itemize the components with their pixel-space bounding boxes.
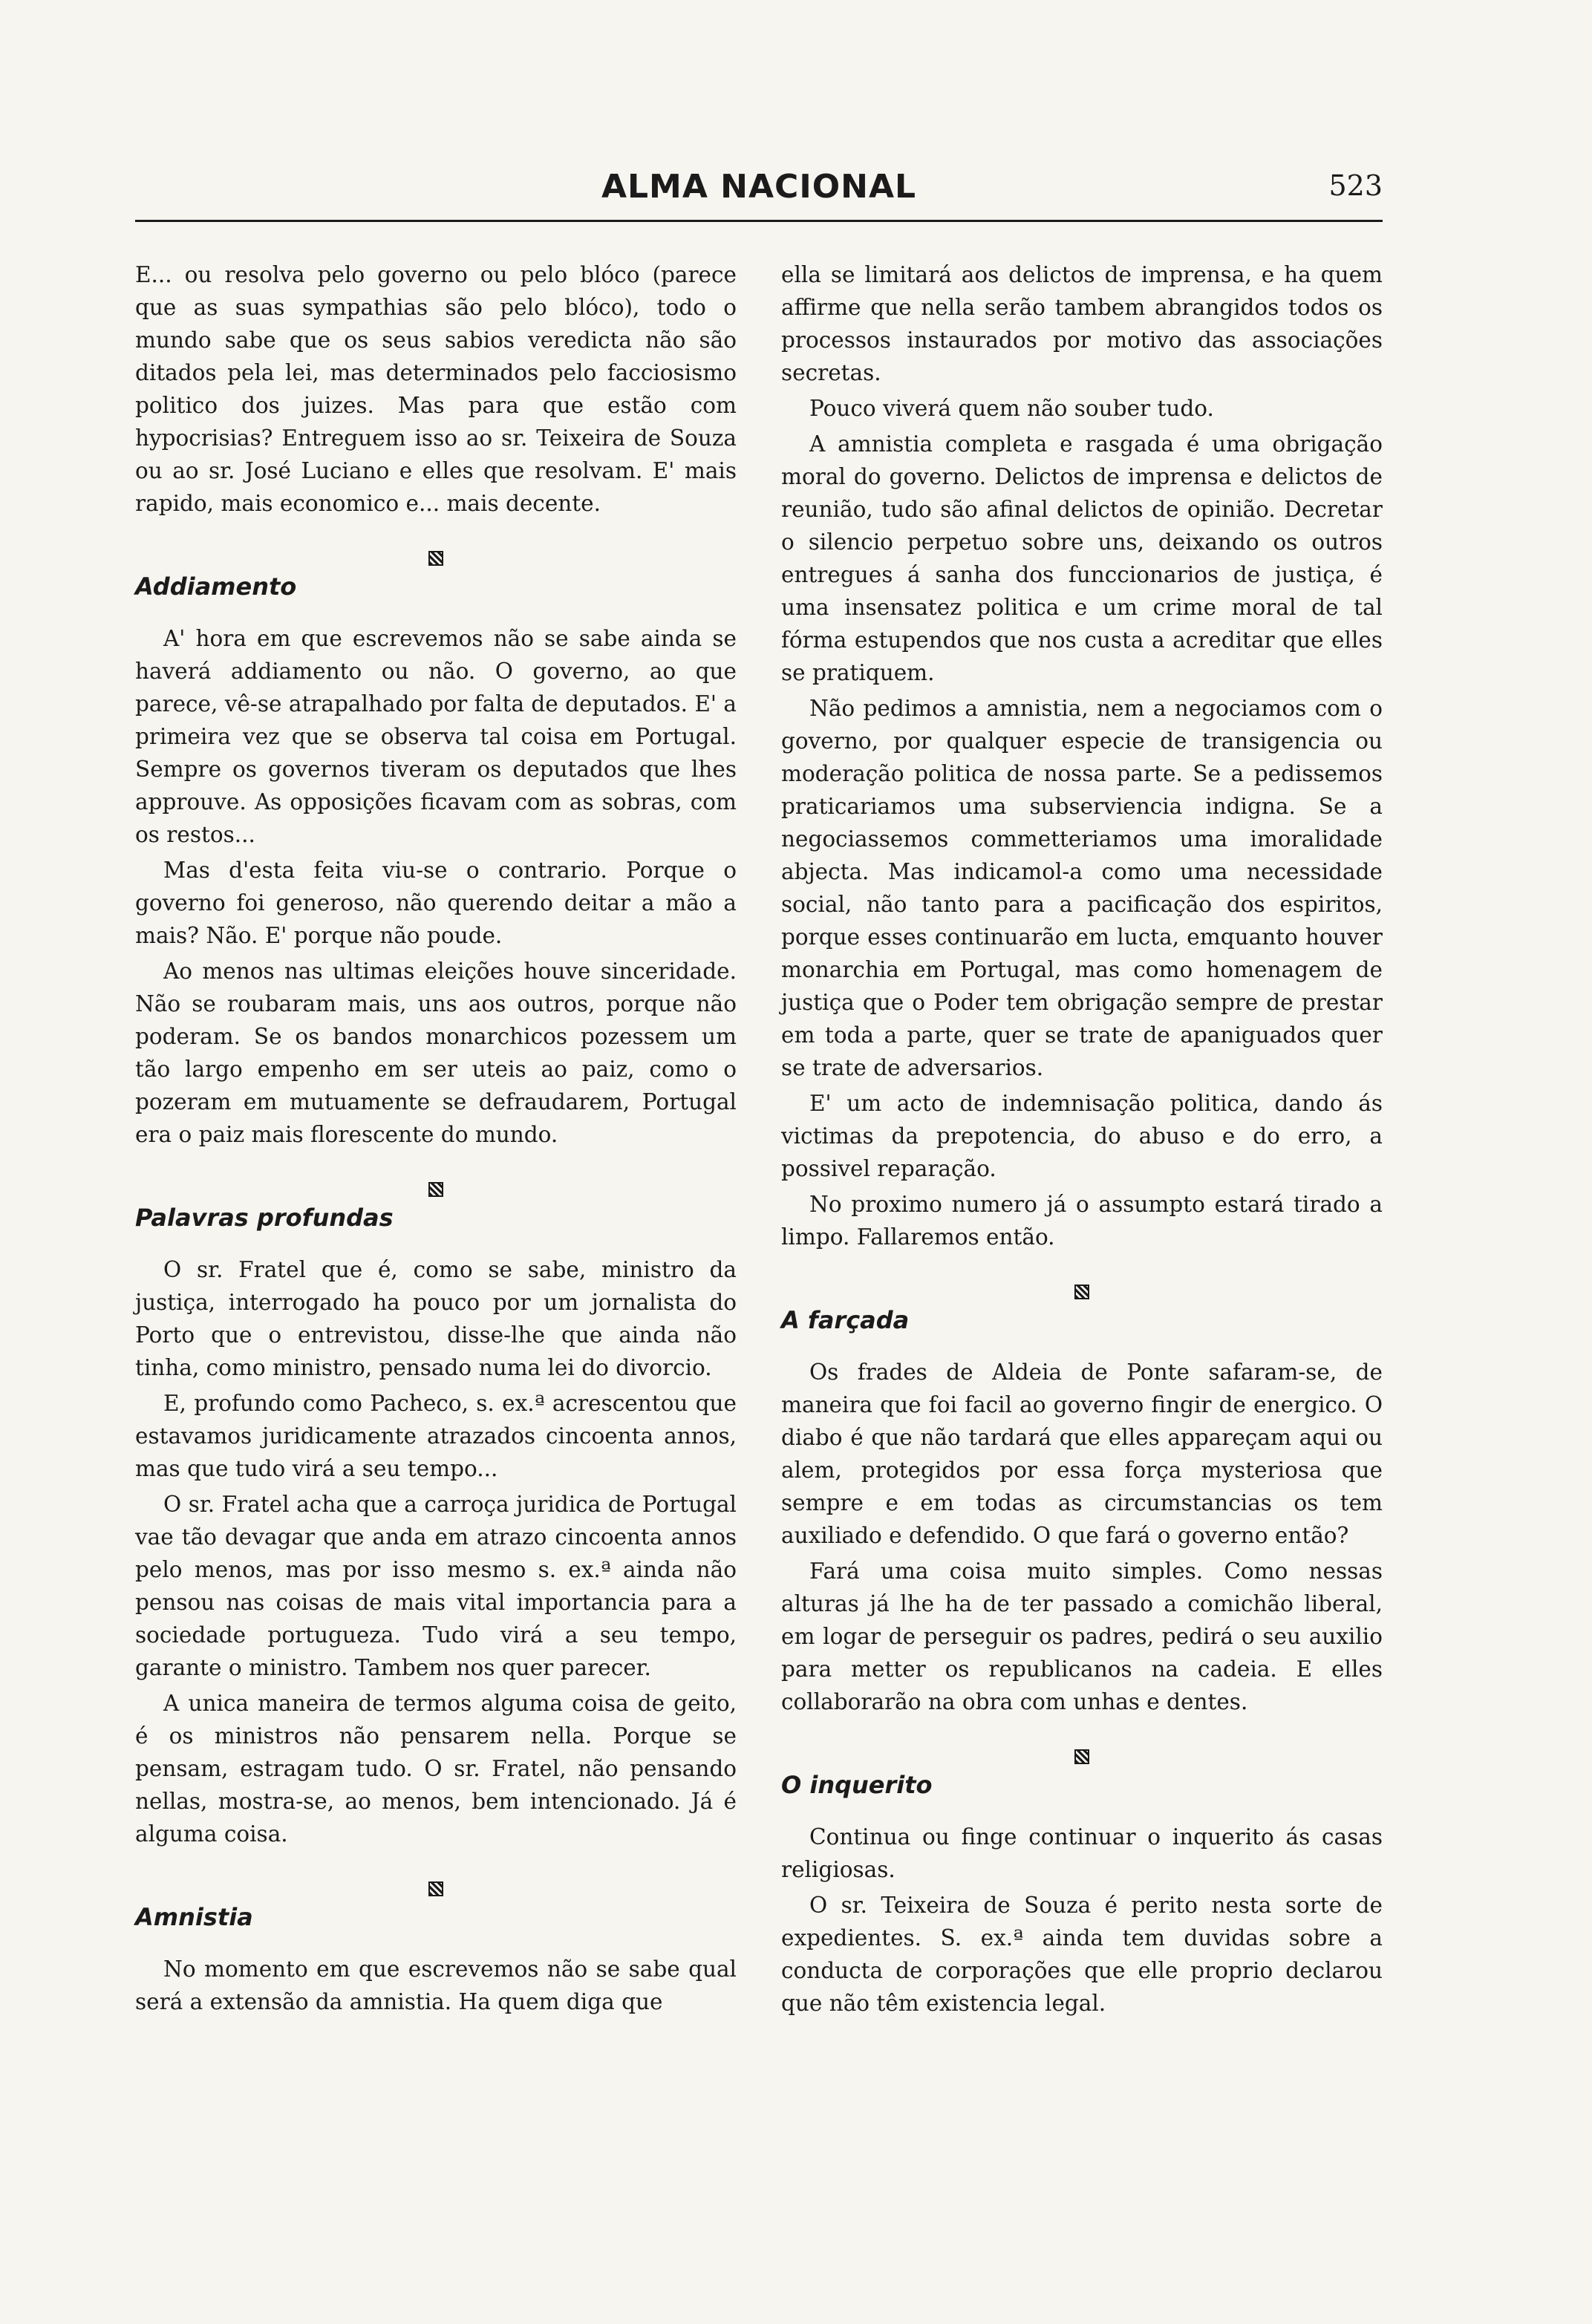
publication-title: ALMA NACIONAL — [601, 168, 917, 206]
paragraph: O sr. Teixeira de Souza é perito nesta sorte de expedientes. S. ex.ª ainda tem duvidas sobre a conducta de corporações que elle proprio declarou que não têm existencia legal. — [781, 1893, 1383, 2016]
section-separator — [135, 542, 737, 572]
paragraph: Fará uma coisa muito simples. Como nessas alturas já lhe ha de ter passado a comichão liberal, em logar de perseguir os padres, pedirá o seu auxilio para metter os republicanos na cadeia. E elles collaborarão na obra com unhas e dentes. — [781, 1558, 1383, 1714]
paragraph: No momento em que escrevemos não se sabe qual será a extensão da amnistia. Ha quem diga que — [135, 1956, 737, 2014]
paragraph: E... ou resolva pelo governo ou pelo blóco (parece que as suas sympathias são pelo blóco), todo o mundo sabe que os seus sabios veredicta não são ditados pela lei, mas determinados pelo facciosismo politico dos juizes. Mas para que estão com hypocrisias? Entreguem isso ao sr. Teixeira de Souza ou ao sr. José Luciano e elles que resolvam. E' mais rapido, mais economico e... mais decente. — [135, 262, 737, 516]
section-separator — [135, 1173, 737, 1203]
page-header — [135, 168, 1383, 223]
paragraph: Pouco viverá quem não souber tudo. — [809, 396, 1214, 421]
paragraph: E, profundo como Pacheco, s. ex.ª acrescentou que estavamos juridicamente atrazados cincoenta annos, mas que tudo virá a seu tempo... — [135, 1391, 737, 1481]
section-separator — [135, 1873, 737, 1902]
page-number: 523 — [1328, 169, 1383, 202]
paragraph: Os frades de Aldeia de Ponte safaram-se, de maneira que foi facil ao governo fingir de energico. O diabo é que não tardará que elles appareçam aqui ou alem, protegidos por essa força mysteriosa que sempre e em todas as circumstancias os tem auxiliado e defendido. O que fará o governo então? — [781, 1360, 1383, 1548]
ornament-icon — [428, 1182, 443, 1197]
ornament-icon — [428, 551, 443, 566]
section-title: A farçada — [781, 1306, 910, 1334]
left-column — [135, 258, 737, 2021]
paragraph: Ao menos nas ultimas eleições houve sinceridade. Não se roubaram mais, uns aos outros, porque não poderam. Se os bandos monarchicos pozessem um tão largo empenho em ser uteis ao paiz, como o pozeram em mutuamente se defraudarem, Portugal era o paiz mais florescente do mundo. — [135, 959, 737, 1147]
ornament-icon — [1074, 1285, 1089, 1299]
section-separator — [781, 1276, 1383, 1305]
paragraph: No proximo numero já o assumpto estará tirado a limpo. Fallaremos então. — [781, 1192, 1383, 1250]
section-title: Addiamento — [135, 572, 297, 601]
paragraph: O sr. Fratel acha que a carroça juridica de Portugal vae tão devagar que anda em atrazo cincoenta annos pelo menos, mas por isso mesmo s. ex.ª ainda não pensou nas coisas de mais vital importancia para a sociedade portugueza. Tudo virá a seu tempo, garante o ministro. Tambem nos quer parecer. — [135, 1492, 737, 1680]
paragraph: A amnistia completa e rasgada é uma obrigação moral do governo. Delictos de imprensa e delictos de reunião, tudo são afinal delictos de opinião. Decretar o silencio perpetuo sobre uns, deixando os outros entregues á sanha dos funccionarios de justiça, é uma insensatez politica e um crime moral de tal fórma estupendos que nos custa a acreditar que elles se pratiquem. — [781, 431, 1383, 685]
paragraph: A unica maneira de termos alguma coisa de geito, é os ministros não pensarem nella. Porque se pensam, estragam tudo. O sr. Fratel, não pensando nellas, mostra-se, ao menos, bem intencionado. Já é alguma coisa. — [135, 1691, 737, 1847]
paragraph: Continua ou finge continuar o inquerito ás casas religiosas. — [781, 1824, 1383, 1882]
paragraph: A' hora em que escrevemos não se sabe ainda se haverá addiamento ou não. O governo, ao que parece, vê-se atrapalhado por falta de deputados. E' a primeira vez que se observa tal coisa em Portugal. Sempre os governos tiveram os deputados que lhes approuve. As opposições ficavam com as sobras, com os restos... — [135, 626, 737, 847]
header-rule — [135, 220, 1383, 222]
section-separator — [781, 1740, 1383, 1770]
paragraph: E' um acto de indemnisação politica, dando ás victimas da prepotencia, do abuso e do erro, a possivel reparação. — [781, 1091, 1383, 1181]
section-title: Palavras profundas — [135, 1204, 394, 1232]
section-title: O inquerito — [781, 1771, 933, 1799]
paragraph: O sr. Fratel que é, como se sabe, ministro da justiça, interrogado ha pouco por um jornalista do Porto que o entrevistou, disse-lhe que ainda não tinha, como ministro, pensado numa lei do divorcio. — [135, 1257, 737, 1380]
paragraph: Não pedimos a amnistia, nem a negociamos com o governo, por qualquer especie de transigencia ou moderação politica de nossa parte. Se a pedissemos praticariamos uma subserviencia indigna. Se a negociassemos commetteriamos uma imoralidade abjecta. Mas indicamol-a como uma necessidade social, não tanto para a pacificação dos espiritos, porque esses continuarão em lucta, emquanto houver monarchia em Portugal, mas como homenagem de justiça que o Poder tem obrigação sempre de prestar em toda a parte, quer se trate de apaniguados quer se trate de adversarios. — [781, 696, 1383, 1080]
ornament-icon — [1074, 1749, 1089, 1764]
right-column — [781, 258, 1383, 2023]
paragraph: ella se limitará aos delictos de imprensa, e ha quem affirme que nella serão tambem abrangidos todos os processos instaurados por motivo das associações secretas. — [781, 262, 1383, 385]
ornament-icon — [428, 1881, 443, 1896]
section-title: Amnistia — [135, 1903, 253, 1931]
paragraph: Mas d'esta feita viu-se o contrario. Porque o governo foi generoso, não querendo deitar a mão a mais? Não. E' porque não poude. — [135, 858, 737, 948]
